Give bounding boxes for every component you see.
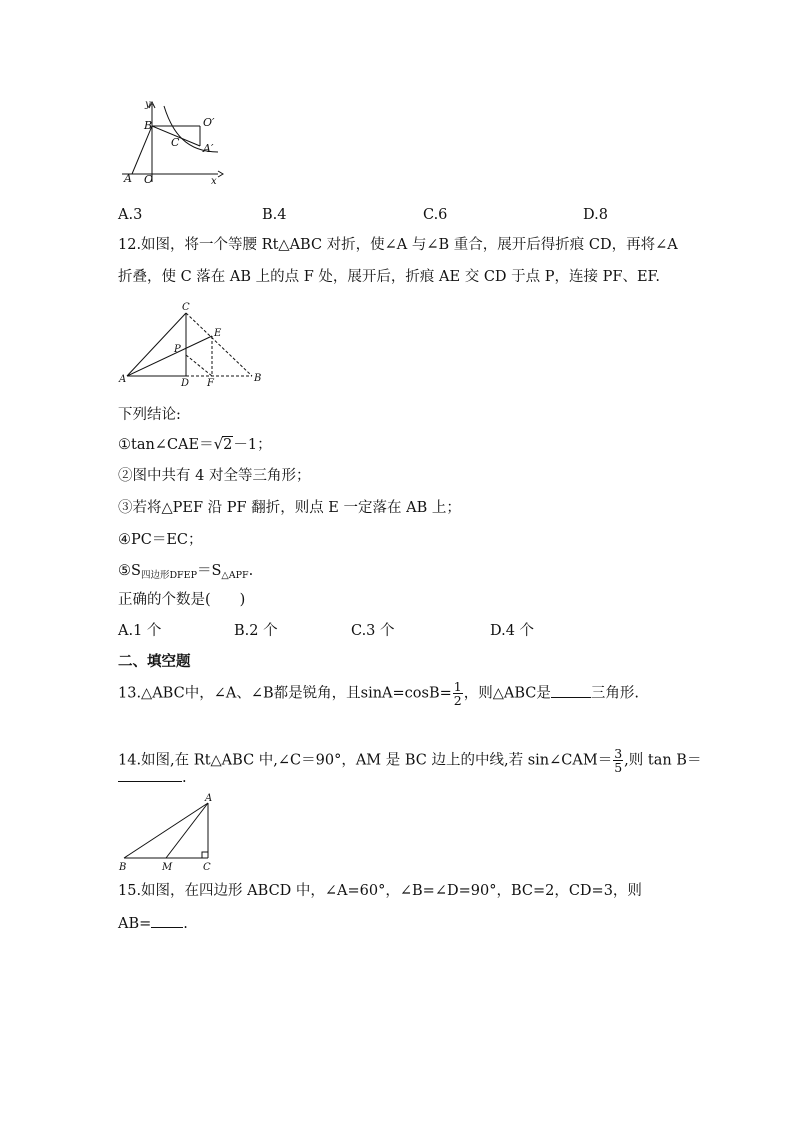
q12-option-a: A.1 个 [118,623,162,639]
q14-text [118,747,701,774]
q13-after-a: ，则△ABC是 [463,685,551,702]
label-c: C [203,862,211,873]
q15-line2 [118,913,188,934]
q14-fraction [613,747,623,774]
conclusion-5-sub2: △APF [221,570,249,581]
q13-text [118,680,639,707]
q11-option-a: A.3 [118,207,143,223]
q12-conclusion-2: ②图中共有 4 对全等三角形； [118,468,311,484]
label-m: M [162,862,173,873]
label-a1: A′ [203,142,214,155]
label-d: D [181,378,190,388]
label-a: A [124,172,132,185]
label-b: B [144,119,153,132]
segment-am [166,803,208,858]
x-arrow-icon [218,171,223,177]
conclusion-5-a: ⑤S [118,563,141,579]
q12-conclusion-3: ③若将△PEF 沿 PF 翻折，则点 E 一定落在 AB 上； [118,500,461,516]
q12-conclusion-5 [118,561,253,586]
q12-conclusion-1 [118,434,272,455]
q12-option-d: D.4 个 [490,623,535,639]
q15-line2-prefix: AB= [118,916,152,932]
label-p: P [174,344,181,355]
q11-figure [112,96,224,186]
q14-figure [116,792,220,874]
sqrt-symbol: √ [213,435,224,453]
segment-cb [186,313,252,376]
label-c: C [171,136,180,149]
conclusion-1-suffix: －1； [233,437,272,453]
q12-option-b: B.2 个 [234,623,278,639]
q13-frac-den: 2 [453,693,462,708]
q14-line2 [118,767,187,788]
segment-ae [127,336,212,376]
conclusion-5-b: ＝S [196,563,222,579]
label-c: C [182,302,190,313]
q14-frac-den: 5 [614,760,623,775]
label-e: E [214,328,222,339]
segment-ab [132,126,152,174]
conclusion-5-end: . [248,563,254,579]
q11-option-d: D.8 [583,207,608,223]
conclusion-1-radicand: 2 [223,437,233,453]
q14-frac-num: 3 [614,746,623,761]
segment-ab [124,803,208,858]
label-y: y [145,99,151,110]
label-x: x [211,176,217,186]
right-angle-mark-icon [202,852,208,858]
segment-pf [186,355,212,376]
q12-conclusions-title: 下列结论: [118,407,181,423]
q13-answer-blank[interactable] [551,683,591,698]
label-b: B [254,373,262,384]
conclusion-5-sub1: 四边形DFEP [140,570,197,581]
q13-fraction [453,680,463,707]
label-b: B [119,862,127,873]
section-fill-in-title: 二、填空题 [118,654,191,670]
conclusion-1-prefix: ①tan∠CAE＝ [118,437,214,453]
q13-frac-num: 1 [453,679,462,694]
q14-before: 14.如图,在 Rt△ABC 中,∠C＝90°，AM 是 BC 边上的中线,若 sin∠CAM＝ [118,752,613,769]
q14-after: ,则 tan B＝ [624,752,702,769]
q12-figure [118,300,266,388]
label-a: A [119,374,127,385]
q15-answer-blank[interactable] [151,913,183,928]
q12-text-line2: 折叠，使 C 落在 AB 上的点 F 处，展开后，折痕 AE 交 CD 于点 P，连接 PF、EF. [118,269,660,285]
q12-text-line1: 12.如图，将一个等腰 Rt△ABC 对折，使∠A 与∠B 重合，展开后得折痕 CD，再将∠A [118,237,678,253]
q12-option-c: C.3 个 [351,623,395,639]
q15-line1: 15.如图，在四边形 ABCD 中，∠A=60°，∠B=∠D=90°，BC=2，CD=3，则 [118,883,642,899]
q15-line2-end: . [183,916,188,932]
q12-question: 正确的个数是( ) [118,592,246,608]
label-a: A [205,793,213,804]
label-f: F [207,378,214,388]
q11-option-c: C.6 [423,207,448,223]
q14-answer-blank[interactable] [118,767,182,782]
q12-conclusion-4: ④PC＝EC； [118,532,203,548]
q11-option-b: B.4 [262,207,287,223]
label-o: O [144,173,154,186]
q14-line2-end: . [182,770,187,786]
label-o1: O′ [203,116,215,129]
q13-after-b: 三角形. [590,685,639,702]
q13-before: 13.△ABC中，∠A、∠B都是锐角，且sinA=cosB= [118,685,452,702]
